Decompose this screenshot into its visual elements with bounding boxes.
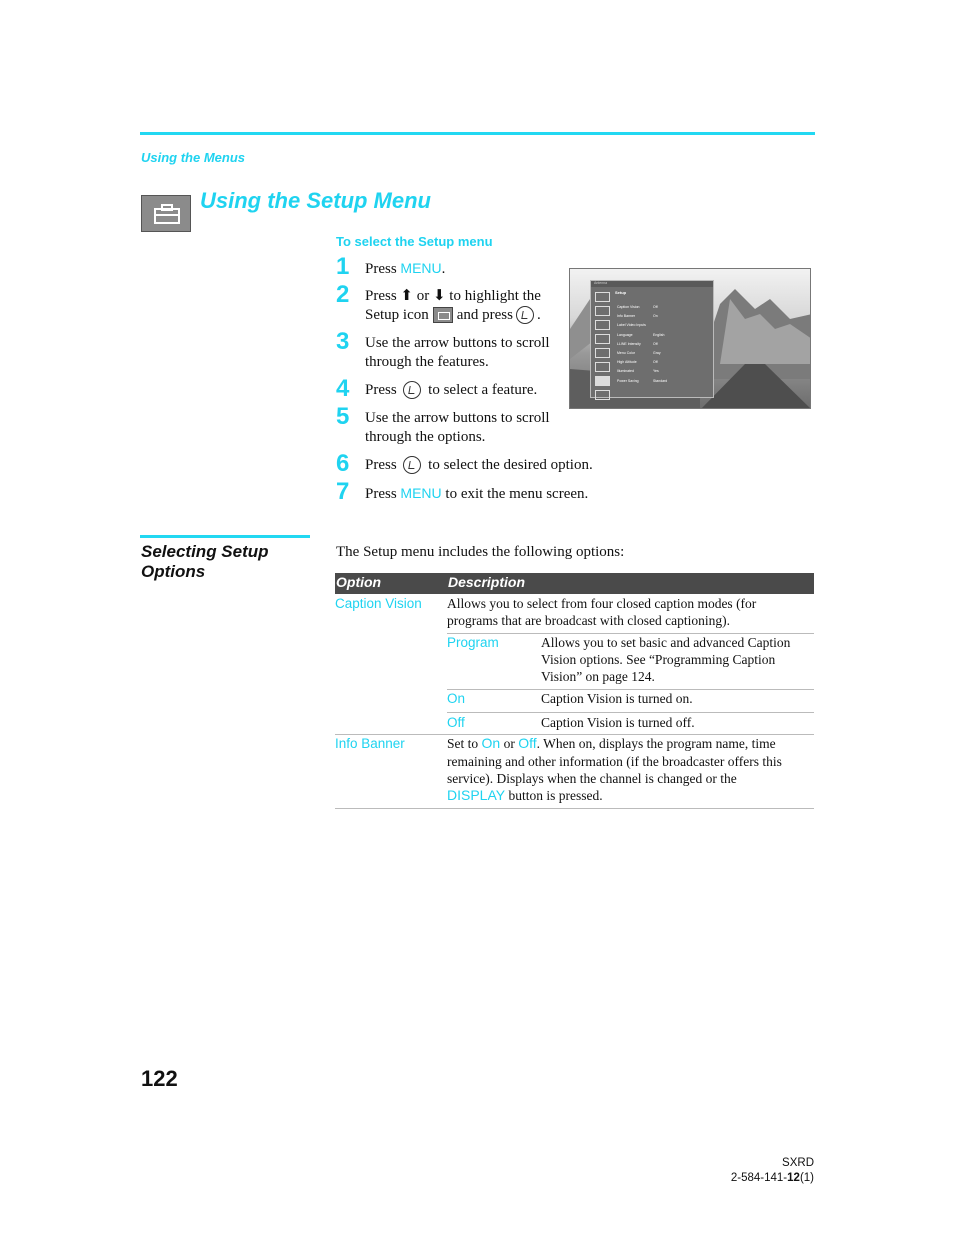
column-header-option: Option [336,574,382,590]
step-text-post: to exit the menu screen. [441,486,589,502]
osd-setup-icon [595,376,610,386]
desc-text: button is pressed. [505,788,603,803]
step-3-number: 3 [336,328,350,355]
code-suffix: (1) [799,1172,814,1184]
caption-vision-desc-line2: programs that are broadcast with closed captioning). [447,613,731,628]
osd-icon [595,348,610,358]
suboption-off: Off [447,715,465,730]
desc-text: or [500,736,519,751]
step-text-pre: Press [365,261,401,277]
off-keyword: Off [518,735,537,751]
osd-top-label: Antenna [594,281,608,285]
step-text-pre: Press [365,486,401,502]
step-text-pre: Press [365,382,397,398]
osd-row [617,351,709,360]
step-text-pre: Press [365,457,397,473]
step-1-text [365,259,445,279]
table-header [335,573,814,594]
osd-row [617,323,709,332]
step-text-post: to select the desired option. [428,457,593,473]
osd-icon [595,306,610,316]
osd-row-value: On [653,314,658,319]
enter-button-icon [403,456,421,474]
osd-row [617,333,709,342]
osd-row-value: Standard [653,378,668,383]
program-desc-line1: Allows you to set basic and advanced Caption [541,635,791,650]
desc-text: Set to [447,736,482,751]
step-4-number: 4 [336,375,350,402]
osd-topbar [591,281,713,287]
osd-icon [595,320,610,330]
osd-row-label: High Altitude [617,360,637,365]
step-6-text [365,456,593,475]
enter-button-icon [516,306,534,324]
step-5-line1: Use the arrow buttons to scroll [365,410,550,426]
step-text-b: and press [456,307,513,323]
osd-row-label: LLINE Intensity [617,341,641,346]
osd-row-label: Menu Color [617,350,636,355]
step-1-number: 1 [336,253,350,280]
table-divider [447,712,814,713]
info-banner-desc-line4 [447,787,603,805]
osd-row [617,342,709,351]
options-title-line2: Options [141,562,206,581]
osd-row-label: Caption Vision [617,305,640,309]
suboption-on: On [447,691,466,706]
osd-row-value: Yes [653,369,659,374]
osd-row-label: Illuminated [617,369,634,374]
osd-icon [595,334,610,344]
osd-row-label: Power Saving [617,378,639,383]
code-bold: 12 [787,1172,800,1184]
on-keyword: On [481,735,501,751]
caption-vision-desc-line1: Allows you to select from four closed caption modes (for [447,596,757,611]
osd-row-label: Info Banner [617,314,636,319]
display-keyword: DISPLAY [447,787,506,803]
options-section-title [141,542,269,582]
osd-row [617,305,709,314]
osd-settings-list [617,305,709,388]
section-title: Using the Setup Menu [200,188,431,213]
code-prefix: 2-584-141- [730,1172,788,1184]
enter-button-icon [403,381,421,399]
step-7-text [365,484,588,504]
off-desc: Caption Vision is turned off. [541,715,695,730]
info-banner-desc-line1 [447,735,776,753]
osd-icon [595,362,610,372]
top-rule [140,132,815,135]
menu-button-label: MENU [400,485,442,501]
osd-row-label: Language [617,332,633,337]
page-number: 122 [141,1066,178,1091]
info-banner-desc-line3: service). Displays when the channel is changed or the [447,771,737,786]
step-2-number: 2 [336,281,350,308]
osd-row [617,369,709,378]
table-bottom-rule [335,808,814,809]
info-banner-desc-line2: remaining and other information (if the broadcaster offers this [447,754,782,769]
step-text-post: . [441,261,446,277]
menu-button-label: MENU [400,260,442,276]
breadcrumb: Using the Menus [141,150,246,165]
desc-text: . When on, displays the program name, time [536,736,776,751]
options-table [335,573,814,803]
step-2-line2 [365,306,541,325]
step-6-number: 6 [336,450,350,477]
step-4-text [365,381,537,400]
osd-row-value: Off [653,341,658,346]
osd-header: Setup [615,290,627,295]
setup-menu-screenshot [569,268,811,409]
on-desc: Caption Vision is turned on. [541,691,693,706]
osd-row-value: English [653,332,665,337]
column-header-description: Description [448,574,526,590]
option-caption-vision: Caption Vision [335,596,422,611]
suboption-program: Program [447,635,499,650]
step-3-line2: through the features. [365,354,489,370]
step-3-line1: Use the arrow buttons to scroll [365,335,550,351]
step-5-line2: through the options. [365,429,486,445]
osd-row-value: Off [653,305,658,309]
document-code [731,1171,814,1186]
step-7-number: 7 [336,478,350,505]
osd-row [617,360,709,369]
step-5-number: 5 [336,403,350,430]
step-text-post: to select a feature. [428,382,538,398]
osd-row [617,379,709,388]
osd-row [617,314,709,323]
step-text-a: Setup icon [365,307,429,323]
option-info-banner: Info Banner [335,736,405,751]
osd-row-value: Gray [653,350,661,355]
options-section-rule [140,535,310,538]
options-intro: The Setup menu includes the following options: [336,544,625,560]
model-name: SXRD [782,1157,814,1169]
onscreen-menu [590,280,714,398]
osd-icon [595,292,610,302]
osd-icon [595,390,610,400]
options-title-line1: Selecting Setup [141,542,269,561]
step-2-line1: Press ⬆ or ⬇ to highlight the [365,288,541,304]
step-text-c: . [537,307,541,323]
osd-sidebar [593,289,613,404]
setup-toolbox-icon [141,195,191,232]
program-desc-line3: Vision” on page 124. [541,669,655,684]
osd-row-value: Off [653,360,658,365]
osd-row-label: Label Video Inputs [617,323,646,328]
procedure-subhead: To select the Setup menu [336,234,493,249]
footer-code [731,1156,814,1186]
setup-icon [433,307,453,323]
program-desc-line2: Vision options. See “Programming Caption [541,652,776,667]
